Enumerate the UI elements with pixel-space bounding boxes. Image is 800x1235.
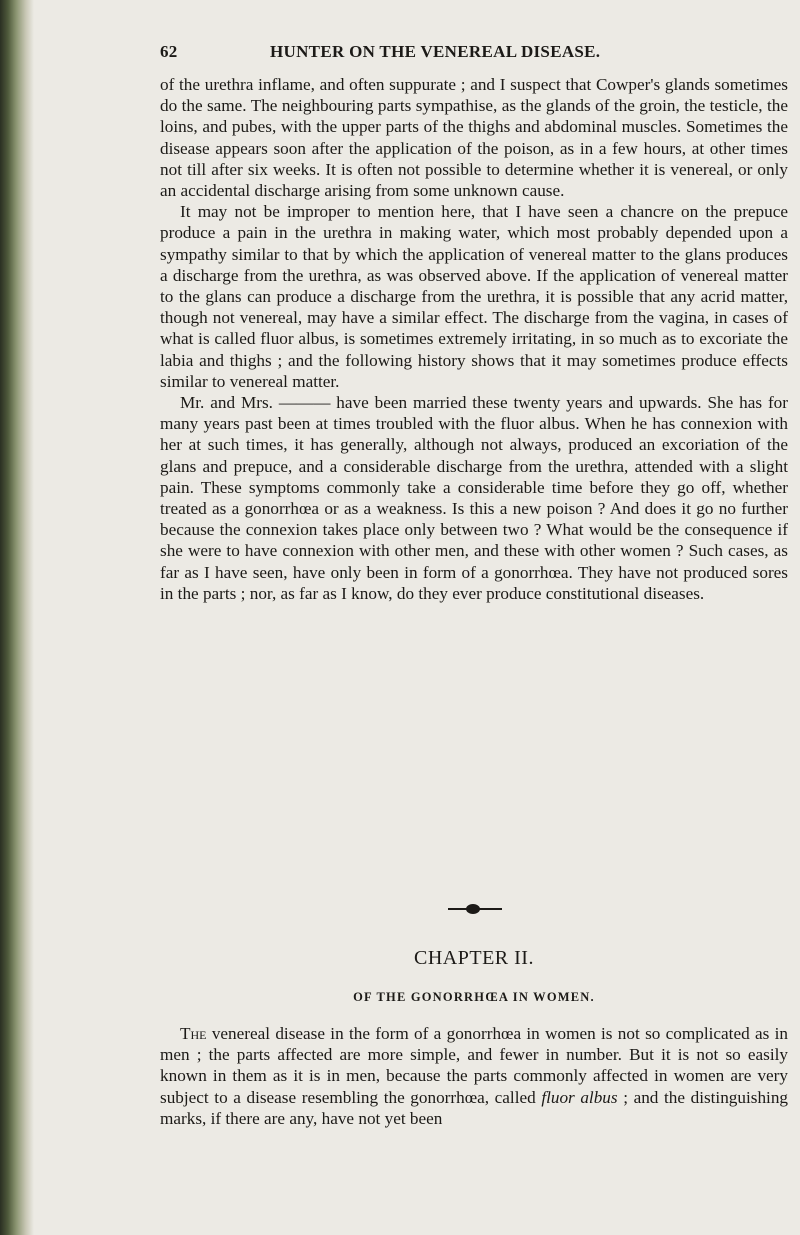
chapter-body — [160, 1023, 788, 1129]
book-binding-edge — [0, 0, 34, 1235]
paragraph-3: Mr. and Mrs. ——— have been married these twenty years and upwards. She has for many years past been at times troubled with the fluor albus. When he has connexion with her at such times, it has generally, although not always, produced an excoriation of the glans and prepuce, and a considerable discharge from the urethra, attended with a slight pain. These symptoms commonly take a considerable time before they go off, whether treated as a gonorrhœa or as a weakness. Is this a new poison ? And does it go no further because the connexion takes place only between two ? What would be the consequence if she were to have connexion with other men, and these with other women ? Such cases, as far as I have seen, have only been in form of a gonorrhœa. They have not produced sores in the parts ; nor, as far as I know, do they ever produce constitutional diseases. — [160, 393, 788, 603]
body-text — [160, 74, 788, 604]
paragraph-2: It may not be improper to mention here, that I have seen a chancre on the prepuce produce a pain in the urethra in making water, which most probably depended upon a sympathy similar to that by which the application of venereal matter to the glans produces a discharge from the urethra, as was observed above. If the application of venereal matter to the glans can produce a discharge from the urethra, it is possible that any acrid matter, though not venereal, may have a similar effect. The discharge from the vagina, in cases of what is called fluor albus, is sometimes extremely irritating, in so much as to excoriate the labia and thighs ; and the following history shows that it may sometimes produce effects similar to venereal matter. — [160, 202, 788, 391]
page-number: 62 — [160, 42, 178, 61]
chapter-text-part-2: ; and the distinguishing marks, if there are any, have not yet been — [160, 1087, 789, 1128]
chapter-subtitle: OF THE GONORRHŒA IN WOMEN. — [353, 990, 595, 1004]
chapter-title: CHAPTER II. — [414, 947, 534, 969]
chapter-text-italic: fluor albus — [541, 1087, 618, 1107]
lead-word: The — [180, 1024, 207, 1043]
section-divider-ornament — [466, 904, 480, 914]
book-page — [160, 0, 788, 1235]
chapter-paragraph-1 — [160, 1023, 788, 1129]
page-header — [160, 42, 788, 64]
paragraph-1: of the urethra inflame, and often suppurate ; and I suspect that Cowper's glands sometimes do the same. The neighbouring parts sympathise, as the glands of the groin, the testicle, the loins, and pubes, with the upper parts of the thighs and abdominal muscles. Sometimes the disease appears soon after the application of the poison, as in a few hours, at other times not till after six weeks. It is often not possible to determine whether it is venereal, or only an accidental discharge arising from some unknown cause. — [160, 75, 788, 201]
chapter-text-part-1: venereal disease in the form of a gonorrhœa in women is not so complicated as in men ; the parts affected are more simple, and fewer in number. But it is not so easily known in them as it is in men, because the parts commonly affected in women are very subject to a disease resembling the gonorrhœa, called — [160, 1024, 788, 1107]
running-title: HUNTER ON THE VENEREAL DISEASE. — [270, 42, 601, 61]
